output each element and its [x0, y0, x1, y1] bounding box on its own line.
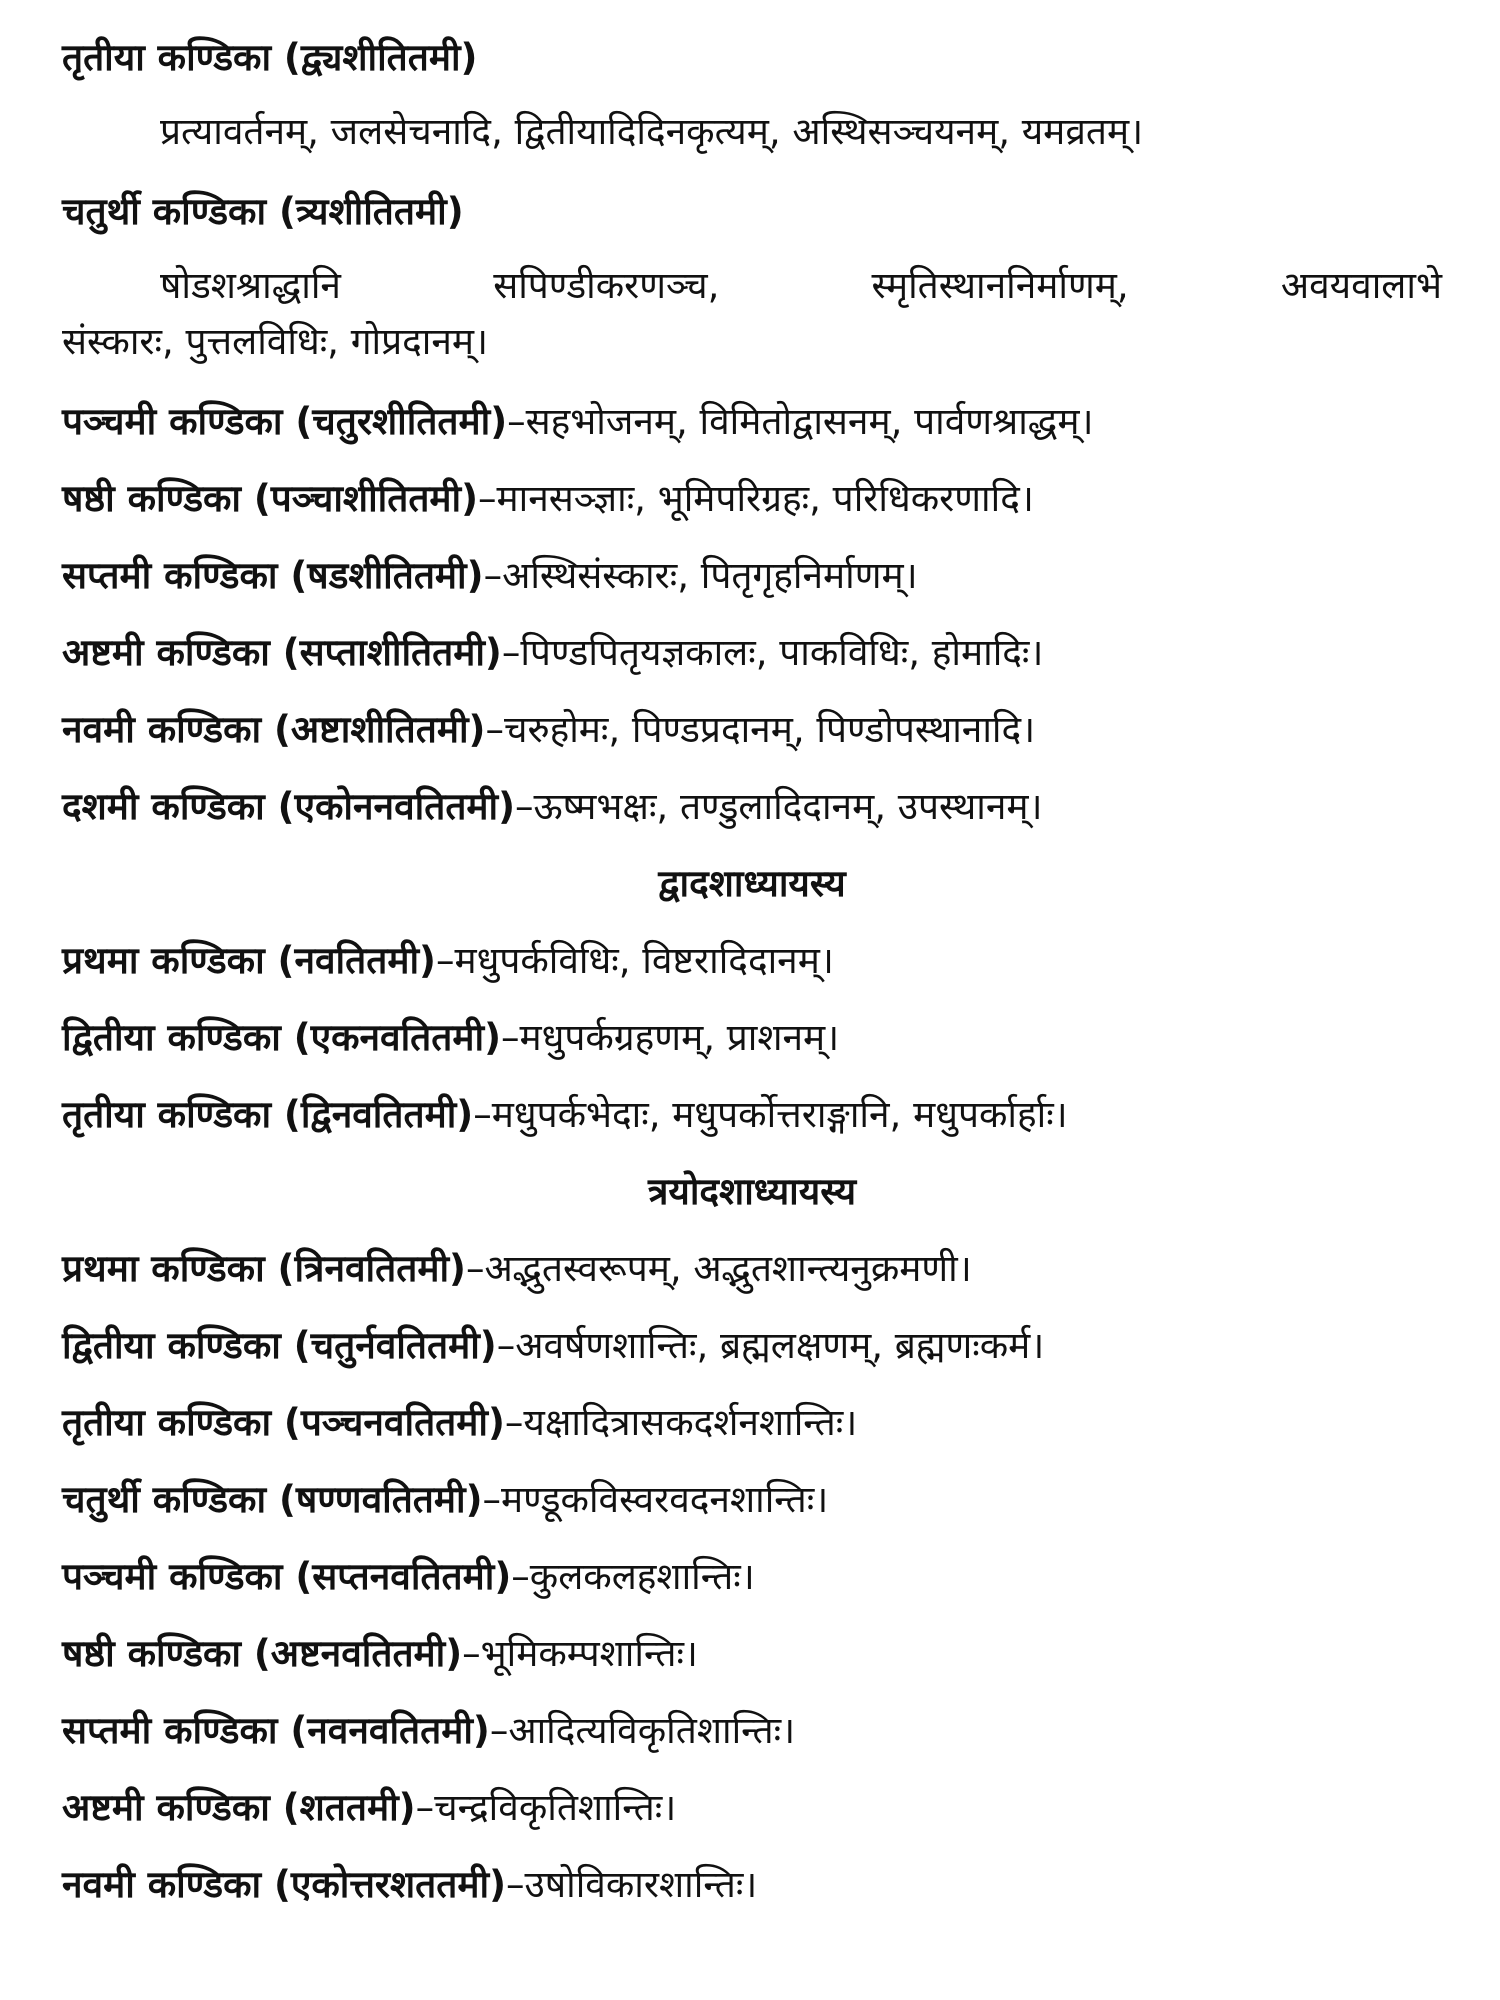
dash-separator: – — [504, 1401, 524, 1444]
kandika-entry — [62, 1703, 1442, 1759]
kandika-topics: चरुहोमः, पिण्डप्रदानम्, पिण्डोपस्थानादि। — [503, 708, 1036, 751]
kandika-heading: नवमी कण्डिका (एकोत्तरशततमी) — [62, 1863, 506, 1906]
kandika-heading: अष्टमी कण्डिका (शततमी) — [62, 1786, 416, 1829]
kandika-entry — [62, 548, 1442, 604]
section-heading: चतुर्थी कण्डिका (त्र्यशीतितमी) — [62, 190, 464, 233]
section-description — [62, 258, 1442, 370]
dash-separator: – — [435, 939, 455, 982]
kandika-heading: प्रथमा कण्डिका (त्रिनवतितमी) — [62, 1247, 466, 1290]
dash-separator: – — [501, 631, 521, 674]
dash-separator: – — [500, 1016, 520, 1059]
kandika-entry — [62, 1087, 1442, 1143]
kandika-entry — [62, 702, 1442, 758]
kandika-heading: दशमी कण्डिका (एकोननवतितमी) — [62, 785, 516, 828]
kandika-topics: अवर्षणशान्तिः, ब्रह्मलक्षणम्, ब्रह्मणःकर्म। — [515, 1324, 1045, 1367]
kandika-entry — [62, 1780, 1442, 1836]
kandika-entry — [62, 1857, 1442, 1913]
dash-separator: – — [462, 1632, 481, 1675]
description-line — [62, 258, 1442, 314]
section-description: प्रत्यावर्तनम्, जलसेचनादि, द्वितीयादिदिनकृत्यम्, अस्थिसञ्चयनम्, यमव्रतम्। — [160, 110, 1144, 153]
kandika-topics: मधुपर्कभेदाः, मधुपर्कोत्तराङ्गानि, मधुपर्कार्हाः। — [491, 1093, 1068, 1136]
kandika-entry — [62, 1241, 1442, 1297]
chapter-title: त्रयोदशाध्यायस्य — [647, 1170, 857, 1213]
dash-separator: – — [489, 1709, 509, 1752]
kandika-heading: चतुर्थी कण्डिका (षण्णवतितमी) — [62, 1478, 483, 1521]
kandika-topics: पिण्डपितृयज्ञकालः, पाकविधिः, होमादिः। — [520, 631, 1044, 674]
kandika-heading: पञ्चमी कण्डिका (चतुरशीतितमी) — [62, 400, 508, 443]
kandika-entry — [62, 625, 1442, 681]
kandika-entry — [62, 1395, 1442, 1451]
kandika-heading: पञ्चमी कण्डिका (सप्तनवतितमी) — [62, 1555, 512, 1598]
description-word: षोडशश्राद्धानि — [160, 264, 341, 307]
kandika-topics: अस्थिसंस्कारः, पितृगृहनिर्माणम्। — [502, 554, 918, 597]
kandika-heading: तृतीया कण्डिका (द्विनवतितमी) — [62, 1093, 474, 1136]
kandika-topics: मण्डूकविस्वरवदनशान्तिः। — [501, 1478, 829, 1521]
kandika-topics: ऊष्मभक्षः, तण्डुलादिदानम्, उपस्थानम्। — [533, 785, 1043, 828]
kandika-topics: चन्द्रविकृतिशान्तिः। — [434, 1786, 677, 1829]
section-heading: तृतीया कण्डिका (द्व्यशीतितमी) — [62, 36, 478, 79]
kandika-entry — [62, 933, 1442, 989]
kandika-heading: अष्टमी कण्डिका (सप्ताशीतितमी) — [62, 631, 502, 674]
dash-separator: – — [505, 1863, 525, 1906]
kandika-heading: सप्तमी कण्डिका (नवनवतितमी) — [62, 1709, 490, 1752]
kandika-entry — [62, 1549, 1442, 1605]
document-page — [62, 30, 1442, 1934]
description-word: अवयवालाभे — [1280, 264, 1442, 307]
kandika-topics: सहभोजनम्, विमितोद्वासनम्, पार्वणश्राद्धम्। — [525, 400, 1094, 443]
kandika-entry — [62, 1626, 1442, 1682]
kandika-topics: भूमिकम्पशान्तिः। — [480, 1632, 698, 1675]
dash-separator: – — [496, 1324, 516, 1367]
kandika-heading: प्रथमा कण्डिका (नवतितमी) — [62, 939, 436, 982]
kandika-entry — [62, 471, 1442, 527]
kandika-heading: तृतीया कण्डिका (पञ्चनवतितमी) — [62, 1401, 505, 1444]
description-word: सपिण्डीकरणञ्च, — [493, 264, 720, 307]
kandika-heading: सप्तमी कण्डिका (षडशीतितमी) — [62, 554, 484, 597]
kandika-topics: आदित्यविकृतिशान्तिः। — [508, 1709, 796, 1752]
dash-separator: – — [478, 477, 497, 520]
kandika-topics: यक्षादित्रासकदर्शनशान्तिः। — [523, 1401, 858, 1444]
dash-separator: – — [483, 554, 503, 597]
kandika-heading: षष्ठी कण्डिका (अष्टनवतितमी) — [62, 1632, 463, 1675]
kandika-topics: उषोविकारशान्तिः। — [524, 1863, 758, 1906]
dash-separator: – — [473, 1093, 492, 1136]
dash-separator: – — [507, 400, 526, 443]
dash-separator: – — [482, 1478, 502, 1521]
kandika-entry — [62, 1010, 1442, 1066]
kandika-topics: मधुपर्कग्रहणम्, प्राशनम्। — [519, 1016, 840, 1059]
dash-separator: – — [485, 708, 504, 751]
kandika-topics: अद्भुतस्वरूपम्, अद्भुतशान्त्यनुक्रमणी। — [484, 1247, 972, 1290]
chapter-title: द्वादशाध्यायस्य — [658, 862, 846, 905]
description-line: संस्कारः, पुत्तलविधिः, गोप्रदानम्। — [62, 320, 489, 363]
kandika-heading: षष्ठी कण्डिका (पञ्चाशीतितमी) — [62, 477, 479, 520]
kandika-heading: द्वितीया कण्डिका (एकनवतितमी) — [62, 1016, 501, 1059]
dash-separator: – — [415, 1786, 435, 1829]
kandika-topics: मानसञ्ज्ञाः, भूमिपरिग्रहः, परिधिकरणादि। — [496, 477, 1034, 520]
description-word: स्मृतिस्थाननिर्माणम्, — [871, 264, 1129, 307]
dash-separator: – — [515, 785, 534, 828]
dash-separator: – — [465, 1247, 485, 1290]
kandika-entry — [62, 1472, 1442, 1528]
kandika-heading: नवमी कण्डिका (अष्टाशीतितमी) — [62, 708, 486, 751]
kandika-heading: द्वितीया कण्डिका (चतुर्नवतितमी) — [62, 1324, 497, 1367]
dash-separator: – — [511, 1555, 530, 1598]
kandika-entry — [62, 1318, 1442, 1374]
kandika-entry — [62, 394, 1442, 450]
kandika-entry — [62, 779, 1442, 835]
kandika-topics: कुलकलहशान्तिः। — [529, 1555, 755, 1598]
kandika-topics: मधुपर्कविधिः, विष्टरादिदानम्। — [454, 939, 834, 982]
